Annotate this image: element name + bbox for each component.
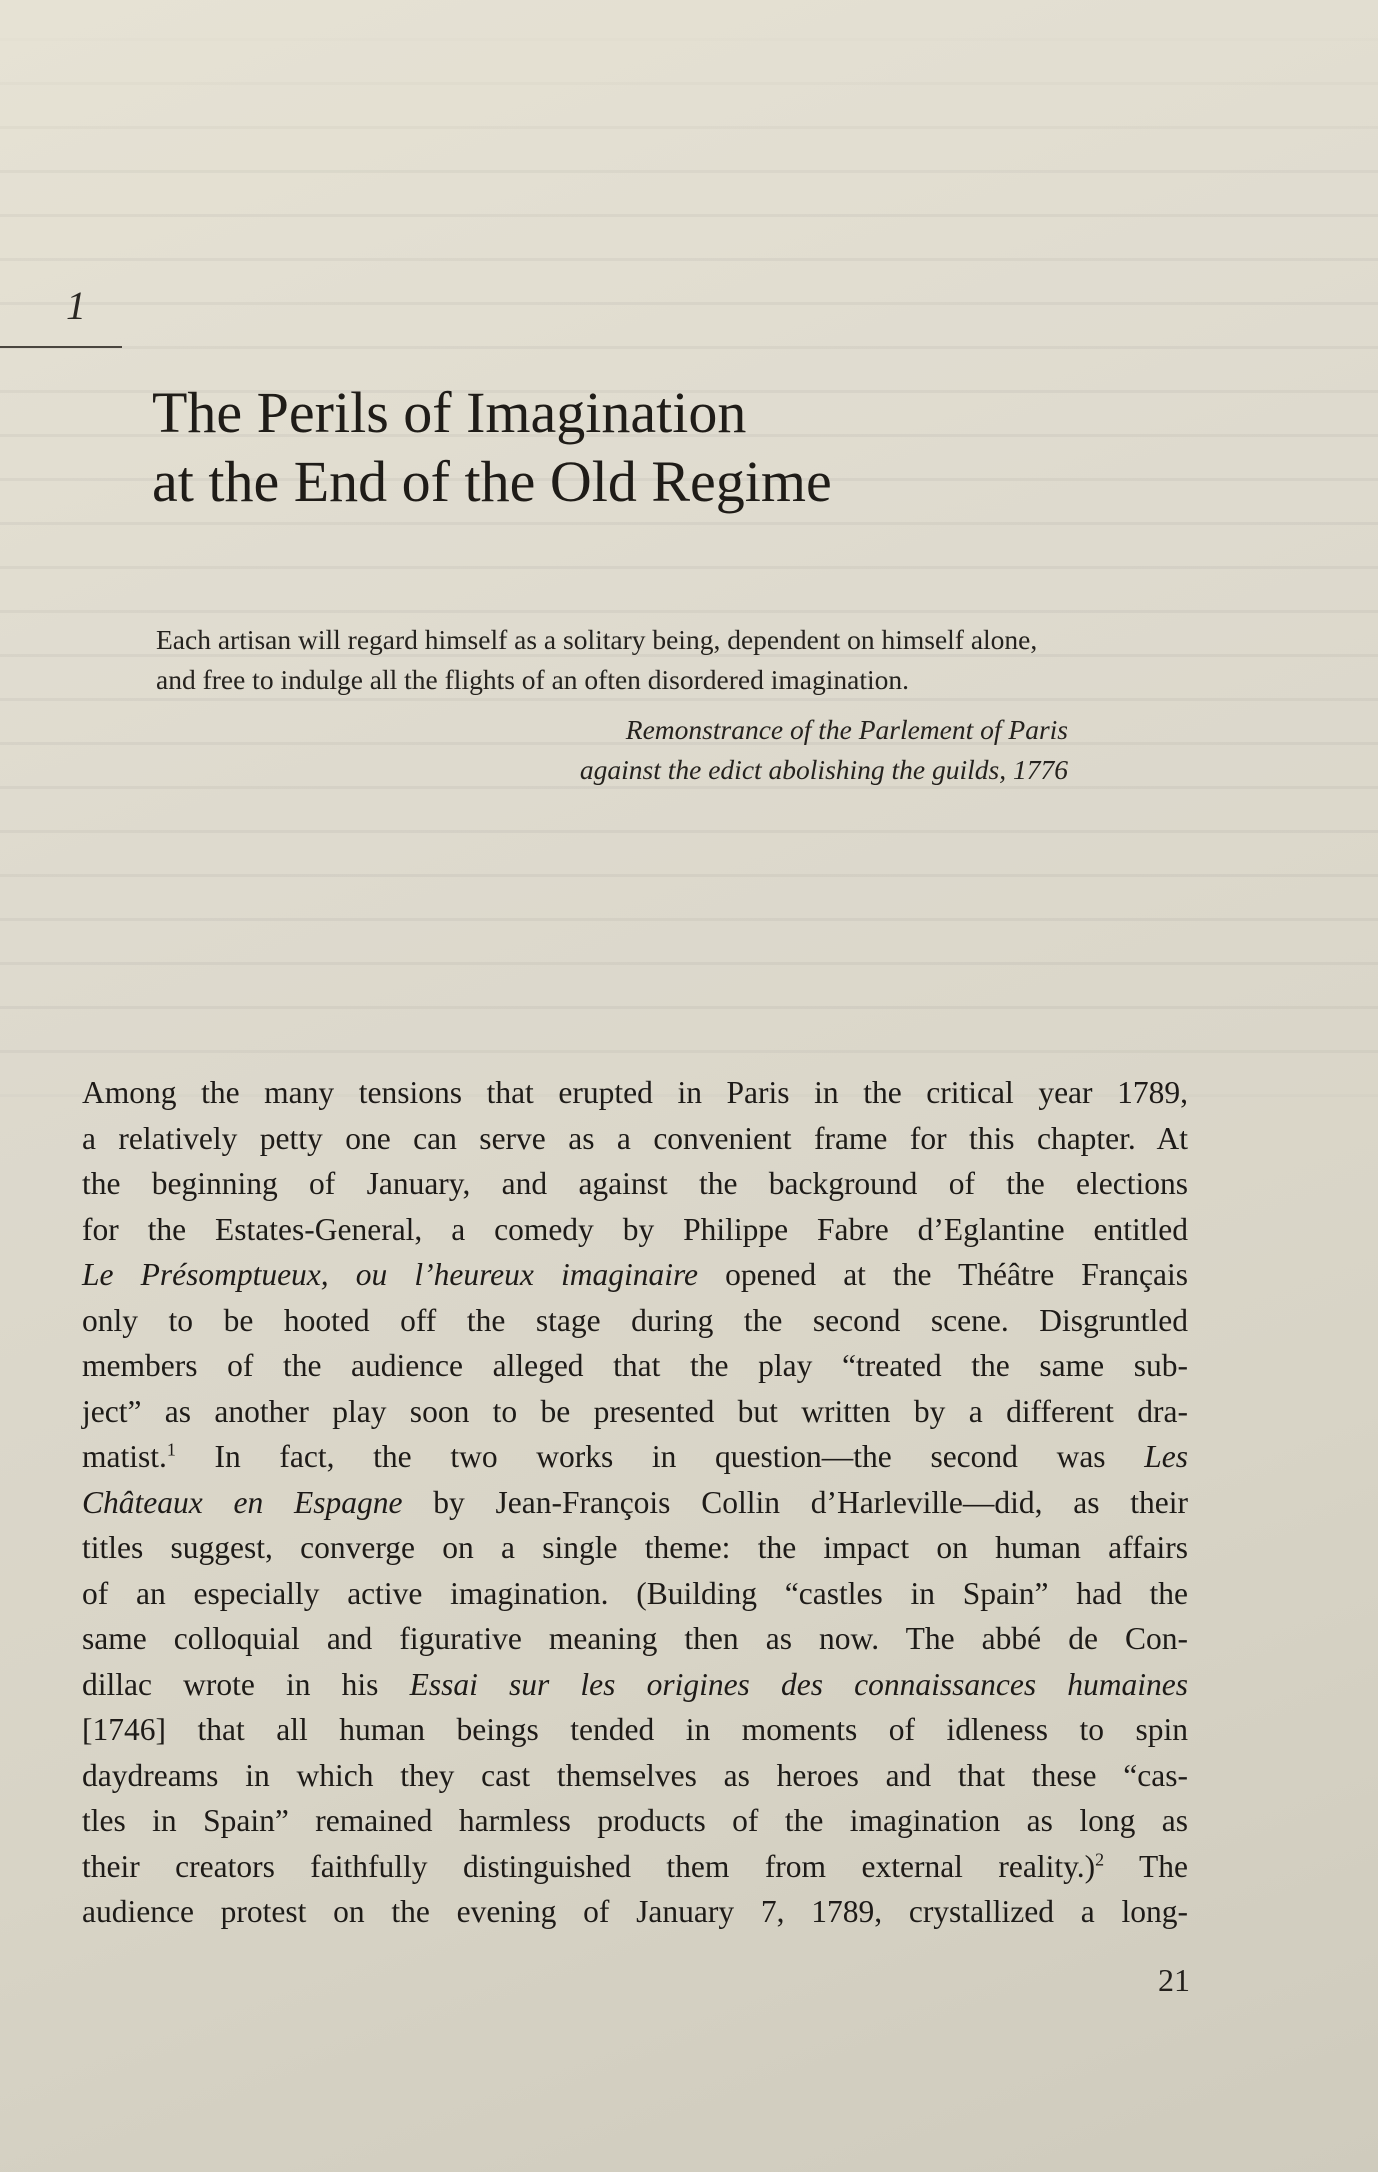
body-line: same colloquial and figurative meaning then as now. The abbé de Con- bbox=[82, 1621, 1188, 1656]
body-line: titles suggest, converge on a single theme: the impact on human affairs bbox=[82, 1530, 1188, 1565]
page-number: 21 bbox=[1158, 1962, 1190, 1998]
body-line: ject” as another play soon to be presented but written by a different dra- bbox=[82, 1393, 1188, 1429]
play-title: Châteaux en Espagne bbox=[82, 1484, 403, 1520]
body-line: matist.$^1$ In fact, the two works in question—the second was Les bbox=[82, 1439, 1188, 1474]
body-line: daydreams in which they cast themselves as heroes and that these “cas- bbox=[82, 1757, 1188, 1793]
body-line: audience protest on the evening of January 7, 1789, crystallized a long- bbox=[82, 1894, 1188, 1929]
chapter-title-line-2: at the End of the Old Regime bbox=[152, 449, 832, 514]
footnote-marker: 1 bbox=[166, 1439, 176, 1460]
body-line: the beginning of January, and against the background of the elections bbox=[82, 1166, 1188, 1201]
play-title: Le Présomptueux, ou l’heureux imaginaire bbox=[82, 1257, 699, 1292]
body-line: a relatively petty one can serve as a convenient frame for this chapter. At bbox=[82, 1120, 1188, 1156]
body-line: members of the audience alleged that the play “treated the same sub- bbox=[82, 1348, 1188, 1383]
body-line: of an especially active imagination. (Building “castles in Spain” had the bbox=[82, 1575, 1188, 1611]
body-line: only to be hooted off the stage during the second scene. Disgruntled bbox=[82, 1302, 1188, 1338]
body-line: Le Présomptueux, ou l’heureux imaginaire opened at the Théâtre Français bbox=[82, 1257, 1188, 1292]
book-title: Essai sur les origines des connaissances humaines bbox=[409, 1666, 1188, 1702]
chapter-rule bbox=[0, 346, 122, 348]
chapter-number: 1 bbox=[66, 283, 86, 328]
epigraph bbox=[156, 620, 1068, 790]
body-line: for the Estates-General, a comedy by Philippe Fabre d’Eglantine entitled bbox=[82, 1211, 1188, 1247]
play-title: Les bbox=[1144, 1439, 1188, 1474]
epigraph-text: Each artisan will regard himself as a solitary being, dependent on himself alone, and free to indulge all the flights of an often disordered imagination. bbox=[156, 624, 1038, 695]
epigraph-source bbox=[156, 710, 1068, 790]
footnote-marker: 2 bbox=[1095, 1849, 1105, 1869]
chapter-title-line-1: The Perils of Imagination bbox=[152, 380, 747, 445]
body-line: their creators faithfully distinguished them from external reality.)$^2$ The bbox=[82, 1848, 1189, 1884]
body-line: Châteaux en Espagne by Jean-François Collin d’Harleville—did, as their bbox=[82, 1484, 1189, 1520]
body-line: dillac wrote in his Essai sur les origines des connaissances humaines bbox=[82, 1666, 1188, 1702]
chapter-title bbox=[152, 378, 1152, 516]
body-line: Among the many tensions that erupted in Paris in the critical year 1789, bbox=[82, 1075, 1188, 1110]
body-paragraph bbox=[82, 1070, 1188, 1935]
body-line: [1746] that all human beings tended in moments of idleness to spin bbox=[82, 1712, 1188, 1747]
epigraph-source-line-2: against the edict abolishing the guilds, 1776 bbox=[579, 754, 1068, 785]
body-line: tles in Spain” remained harmless products of the imagination as long as bbox=[82, 1803, 1188, 1838]
epigraph-source-line-1: Remonstrance of the Parlement of Paris bbox=[625, 714, 1068, 745]
